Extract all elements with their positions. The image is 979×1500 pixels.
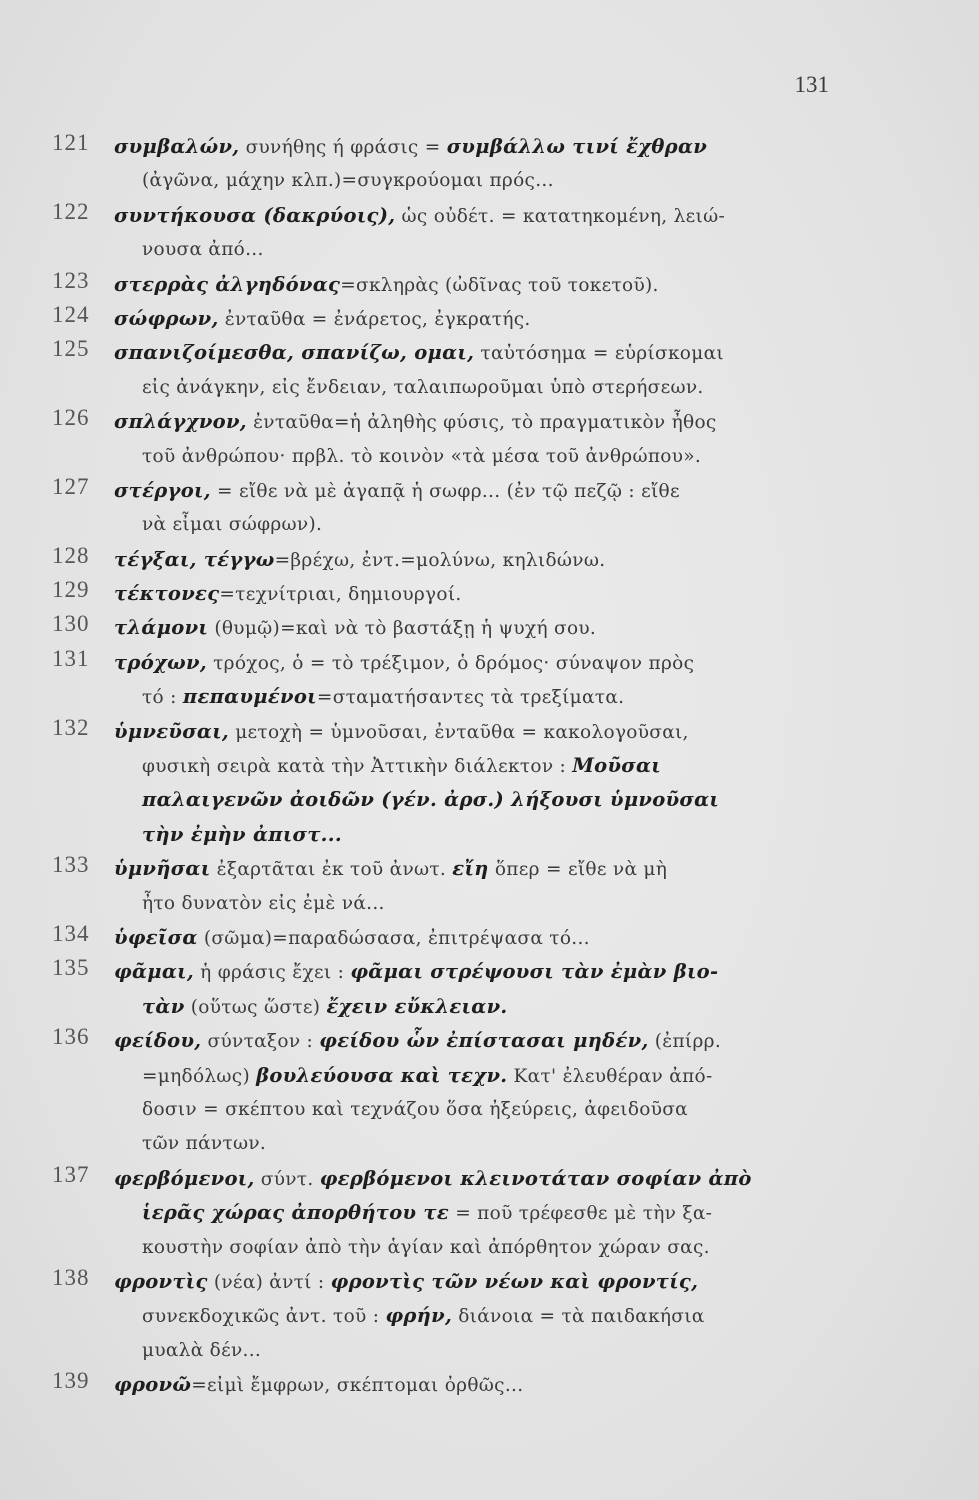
headword: φερβόμενοι, bbox=[114, 1166, 255, 1190]
glossary-entries bbox=[52, 130, 844, 1402]
glossary-entry bbox=[52, 611, 844, 645]
definition-text: δοσιν = σκέπτου καὶ τεχνάζου ὅσα ἠξεύρεις, ἀφειδοῦσα bbox=[142, 1098, 688, 1120]
glossary-entry bbox=[52, 921, 844, 955]
entry-number: 122 bbox=[52, 198, 90, 224]
headword: βουλεύουσα καὶ τεχν. bbox=[256, 1063, 508, 1087]
entry-first-line bbox=[114, 1162, 844, 1196]
entry-continuation-line bbox=[114, 1299, 844, 1333]
entry-continuation-line bbox=[114, 1127, 844, 1161]
entry-first-line bbox=[114, 1368, 844, 1402]
page-number: 131 bbox=[794, 72, 829, 97]
entry-continuation-line bbox=[114, 1231, 844, 1265]
definition-text: (νέα) ἀντί : bbox=[207, 1271, 331, 1293]
entry-first-line bbox=[114, 268, 844, 302]
entry-continuation-line bbox=[114, 990, 844, 1024]
entry-continuation-line bbox=[114, 508, 844, 542]
definition-text: εἰς ἀνάγκην, εἰς ἔνδειαν, ταλαιπωροῦμαι ὑπὸ στερήσεων. bbox=[142, 376, 704, 398]
entry-continuation-line bbox=[114, 371, 844, 405]
glossary-entry bbox=[52, 646, 844, 715]
entry-number: 135 bbox=[52, 955, 90, 981]
headword: πεπαυμένοι bbox=[182, 685, 317, 709]
definition-text: φυσικὴ σειρὰ κατὰ τὴν Ἀττικὴν διάλεκτον : bbox=[142, 756, 573, 778]
glossary-entry bbox=[52, 302, 844, 336]
definition-text: σύντ. bbox=[254, 1168, 320, 1190]
entry-number: 130 bbox=[52, 611, 90, 637]
definition-text: =σταματήσαντες τὰ τρεξίματα. bbox=[316, 687, 625, 709]
glossary-entry bbox=[52, 405, 844, 474]
entry-continuation-line bbox=[114, 818, 844, 852]
definition-text: (ἀγῶνα, μάχην κλπ.)=συγκρούομαι πρός... bbox=[142, 170, 554, 192]
entry-number: 139 bbox=[52, 1368, 90, 1394]
entry-number: 138 bbox=[52, 1264, 90, 1290]
definition-text: (οὕτως ὥστε) bbox=[184, 996, 327, 1018]
headword: σπλάγχνον, bbox=[114, 410, 247, 434]
definition-text: ταὐτόσημα = εὑρίσκομαι bbox=[474, 343, 724, 365]
definition-text: μυαλὰ δέν... bbox=[142, 1339, 262, 1361]
entry-number: 124 bbox=[52, 301, 90, 327]
headword: ἔχειν εὔκλειαν. bbox=[326, 994, 508, 1018]
glossary-entry bbox=[52, 336, 844, 405]
entry-number: 137 bbox=[52, 1161, 90, 1187]
headword: συμβάλλω τινί ἔχθραν bbox=[446, 135, 708, 158]
entry-first-line bbox=[114, 852, 844, 886]
entry-first-line bbox=[114, 405, 844, 439]
headword: τὴν ἐμὴν ἀπιστ... bbox=[142, 822, 342, 846]
glossary-entry bbox=[52, 199, 844, 268]
glossary-entry bbox=[52, 852, 844, 921]
headword: ἱερᾶς χώρας ἀπορθήτου τε bbox=[142, 1201, 450, 1225]
headword: συντήκουσα (δακρύοις), bbox=[114, 203, 396, 227]
definition-text: =μηδόλως) bbox=[142, 1065, 257, 1087]
entry-number: 134 bbox=[52, 920, 90, 946]
definition-text: ἡ φράσις ἔχει : bbox=[193, 962, 351, 984]
definition-text: =εἰμὶ ἔμφρων, σκέπτομαι ὀρθῶς... bbox=[191, 1375, 524, 1397]
definition-text: ἐξαρτᾶται ἐκ τοῦ ἀνωτ. bbox=[210, 859, 453, 881]
glossary-entry bbox=[52, 474, 844, 543]
definition-text: τῶν πάντων. bbox=[142, 1133, 267, 1155]
headword: τέκτονες bbox=[114, 582, 220, 606]
entry-continuation-line bbox=[114, 440, 844, 474]
headword: σώφρων, bbox=[114, 306, 219, 330]
entry-continuation-line bbox=[114, 164, 844, 198]
headword: φείδου ὧν ἐπίστασαι μηδέν, bbox=[319, 1029, 649, 1053]
definition-text: τρόχος, ὁ = τὸ τρέξιμον, ὁ δρόμος· σύναψον πρὸς bbox=[206, 652, 695, 674]
definition-text: τοῦ ἀνθρώπου· πρβλ. τὸ κοινὸν «τὰ μέσα τοῦ ἀνθρώπου». bbox=[142, 445, 702, 467]
definition-text: = ποῦ τρέφεσθε μὲ τὴν ξα- bbox=[449, 1203, 713, 1225]
glossary-entry bbox=[52, 1265, 844, 1368]
definition-text: συνεκδοχικῶς ἀντ. τοῦ : bbox=[142, 1306, 386, 1328]
entry-first-line bbox=[114, 955, 844, 989]
definition-text: ὅπερ = εἴθε νὰ μὴ bbox=[488, 859, 668, 881]
definition-text: διάνοια = τὰ παιδακήσια bbox=[452, 1306, 705, 1328]
entry-continuation-line bbox=[114, 783, 844, 817]
entry-number: 127 bbox=[52, 473, 90, 499]
glossary-entry bbox=[52, 715, 844, 853]
definition-text: (θυμῷ)=καὶ νὰ τὸ βαστάξῃ ἡ ψυχή σου. bbox=[208, 618, 597, 640]
definition-text: σύνταξον : bbox=[201, 1031, 320, 1053]
definition-text: ἦτο δυνατὸν εἰς ἐμὲ νά... bbox=[142, 892, 385, 914]
headword: φᾶμαι, bbox=[114, 960, 194, 984]
headword: φρονῶ bbox=[114, 1373, 192, 1397]
definition-text: ἐνταῦθα = ἐνάρετος, ἐγκρατής. bbox=[218, 308, 531, 330]
entry-first-line bbox=[114, 715, 844, 749]
definition-text: ἐνταῦθα=ἡ ἀληθὴς φύσις, τὸ πραγματικὸν ἦθος bbox=[246, 412, 717, 434]
entry-continuation-line bbox=[114, 1334, 844, 1368]
headword: εἴη bbox=[452, 857, 489, 881]
glossary-entry bbox=[52, 1024, 844, 1162]
definition-text: νουσα ἀπό... bbox=[142, 239, 264, 261]
entry-number: 131 bbox=[52, 645, 90, 671]
glossary-entry bbox=[52, 543, 844, 577]
entry-continuation-line bbox=[114, 1196, 844, 1230]
headword: συμβαλών, bbox=[114, 135, 240, 158]
entry-first-line bbox=[114, 474, 844, 508]
entry-first-line bbox=[114, 921, 844, 955]
entry-number: 129 bbox=[52, 577, 90, 603]
headword: φείδου, bbox=[114, 1029, 202, 1053]
entry-first-line bbox=[114, 577, 844, 611]
headword: στέργοι, bbox=[114, 478, 211, 502]
headword: ὑφεῖσα bbox=[114, 925, 198, 949]
definition-text: ὡς οὐδέτ. = κατατηκομένη, λειώ- bbox=[395, 205, 726, 227]
headword: τλάμονι bbox=[114, 616, 209, 640]
definition-text: (σῶμα)=παραδώσασα, ἐπιτρέψασα τό... bbox=[197, 927, 590, 949]
definition-text: κουστὴν σοφίαν ἀπὸ τὴν ἁγίαν καὶ ἀπόρθητον χώραν σας. bbox=[142, 1236, 710, 1258]
entry-number: 123 bbox=[52, 267, 90, 293]
headword: φροντὶς bbox=[114, 1269, 208, 1293]
headword: τρόχων, bbox=[114, 650, 207, 674]
headword: φᾶμαι στρέψουσι τὰν ἐμὰν βιο- bbox=[350, 960, 719, 984]
entry-number: 133 bbox=[52, 852, 90, 878]
headword: σπανιζοίμεσθα, σπανίζω, ομαι, bbox=[114, 341, 475, 365]
entry-continuation-line bbox=[114, 680, 844, 714]
headword: ὑμνεῦσαι, bbox=[114, 719, 230, 743]
entry-number: 126 bbox=[52, 405, 90, 431]
glossary-entry bbox=[52, 955, 844, 1024]
definition-text: = εἴθε νὰ μὲ ἀγαπᾷ ἡ σωφρ... (ἐν τῷ πεζῷ : εἴθε bbox=[210, 480, 680, 502]
definition-text: μετοχὴ = ὑμνοῦσαι, ἐνταῦθα = κακολογοῦσαι, bbox=[229, 721, 689, 743]
entry-first-line bbox=[114, 543, 844, 577]
entry-number: 132 bbox=[52, 714, 90, 740]
glossary-entry bbox=[52, 268, 844, 302]
entry-first-line bbox=[114, 1265, 844, 1299]
headword: τέγξαι, τέγγω bbox=[114, 547, 275, 571]
glossary-entry bbox=[52, 1368, 844, 1402]
definition-text: νὰ εἶμαι σώφρων). bbox=[142, 514, 323, 536]
entry-continuation-line bbox=[114, 749, 844, 783]
glossary-entry bbox=[52, 130, 844, 199]
headword: φερβόμενοι κλεινοτάταν σοφίαν ἀπὸ bbox=[319, 1166, 752, 1190]
headword: ὑμνῆσαι bbox=[114, 857, 211, 881]
definition-text: συνήθης ή φράσις = bbox=[239, 137, 447, 158]
headword: φρήν, bbox=[385, 1304, 453, 1328]
glossary-entry bbox=[52, 1162, 844, 1265]
entry-first-line bbox=[114, 646, 844, 680]
entry-continuation-line bbox=[114, 887, 844, 921]
definition-text: =σκληρὰς (ὠδῖνας τοῦ τοκετοῦ). bbox=[340, 274, 659, 296]
entry-continuation-line bbox=[114, 1093, 844, 1127]
entry-first-line bbox=[114, 302, 844, 336]
glossary-entry bbox=[52, 577, 844, 611]
headword: φροντὶς τῶν νέων καὶ φροντίς, bbox=[330, 1269, 699, 1293]
entry-first-line bbox=[114, 1024, 844, 1058]
headword: στερρὰς ἀλγηδόνας bbox=[114, 272, 341, 296]
definition-text: =τεχνίτριαι, δημιουργοί. bbox=[219, 584, 462, 606]
entry-number: 136 bbox=[52, 1024, 90, 1050]
headword: Μοῦσαι bbox=[572, 754, 662, 778]
entry-first-line bbox=[114, 130, 844, 164]
entry-continuation-line bbox=[114, 1059, 844, 1093]
entry-first-line bbox=[114, 199, 844, 233]
headword: παλαιγενῶν ἀοιδῶν (γέν. ἀρσ.) λήξουσι ὑμνοῦσαι bbox=[142, 788, 720, 812]
entry-number: 125 bbox=[52, 336, 90, 362]
headword: τὰν bbox=[142, 994, 185, 1018]
definition-text: =βρέχω, ἐντ.=μολύνω, κηλιδώνω. bbox=[274, 549, 606, 571]
entry-continuation-line bbox=[114, 233, 844, 267]
entry-number: 121 bbox=[52, 130, 90, 155]
entry-number: 128 bbox=[52, 542, 90, 568]
definition-text: τό : bbox=[142, 687, 183, 709]
definition-text: Κατ' ἐλευθέραν ἀπό- bbox=[507, 1065, 713, 1087]
entry-first-line bbox=[114, 336, 844, 370]
entry-first-line bbox=[114, 611, 844, 645]
definition-text: (ἐπίρρ. bbox=[648, 1031, 722, 1053]
